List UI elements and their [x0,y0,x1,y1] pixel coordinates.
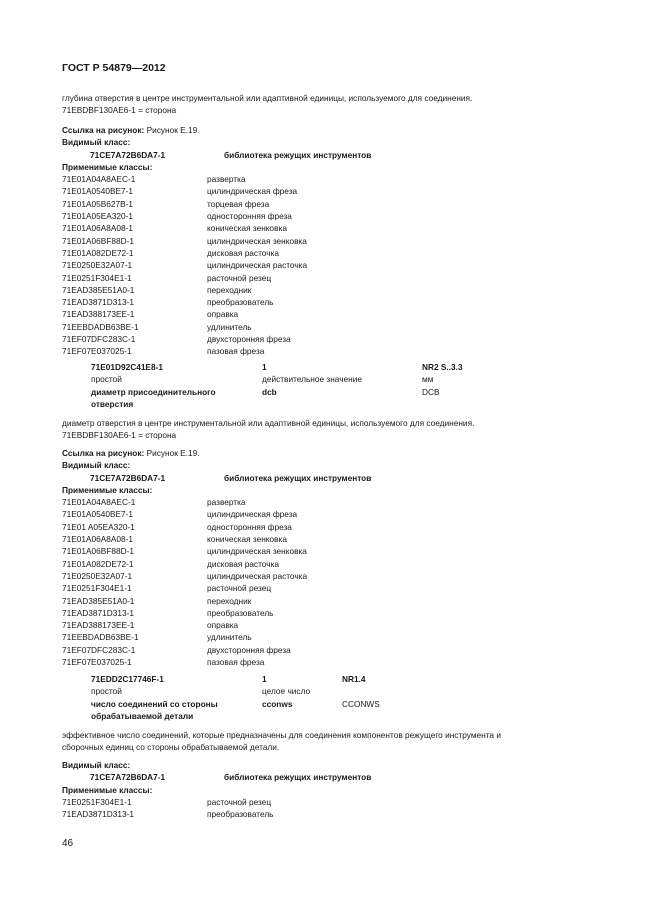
class-row [62,582,598,594]
property-symbol: dcb [262,386,277,397]
class-name: оправка [207,620,239,631]
class-name: развертка [207,174,246,185]
class-code: 71E01A05EA320-1 [62,211,134,222]
visible-class-code: 71CE7A72B6DA7-1 [90,772,166,783]
class-row [62,796,598,808]
property-ref: NR1.4 [342,674,366,684]
applicable-classes-label: Применимые классы: [62,161,153,172]
class-name: расточной резец [207,272,272,283]
class-code: 71E0251F304E1-1 [62,583,132,594]
description-paragraph-2 [62,417,598,442]
figure-reference [62,447,598,459]
property-name-row [91,698,491,710]
class-code: 71EF07E037025-1 [62,657,132,668]
class-name: цилиндрическая зенковка [207,235,307,246]
class-name: оправка [207,309,239,320]
class-row [62,173,598,185]
class-row [62,607,598,619]
property-version: 1 [262,674,267,684]
visible-class-name: библиотека режущих инструментов [224,149,372,160]
class-row [62,558,598,570]
page-number: 46 [62,838,74,849]
visible-class-code: 71CE7A72B6DA7-1 [90,472,166,483]
visible-class-row [62,771,598,783]
applicable-classes-list [62,496,598,668]
class-row [62,508,598,520]
class-name: преобразователь [207,297,274,308]
class-row [62,619,598,631]
class-code: 71E01A082DE72-1 [62,558,134,569]
class-code: 71EF07E037025-1 [62,346,132,357]
property-type-row [91,373,491,385]
class-name: цилиндрическая зенковка [207,546,307,557]
property-symbol: cconws [262,698,293,709]
visible-class-row [62,149,598,161]
property-value-type: действительное значение [262,374,362,385]
class-name: дисковая расточка [207,558,279,569]
figure-reference [62,124,598,136]
class-code: 71EEBDADB63BE-1 [62,321,139,332]
class-row [62,210,598,222]
class-block-1 [62,124,598,358]
class-block-3 [62,759,598,820]
property-kind: простой [91,686,122,697]
class-name: коническая зенковка [207,534,287,545]
class-name: цилиндрическая расточка [207,570,308,581]
class-code: 71EAD388173EE-1 [62,620,135,631]
class-code: 71EAD385E51A0-1 [62,284,135,295]
class-code: 71EAD3871D313-1 [62,297,134,308]
class-code: 71E0251F304E1-1 [62,796,132,807]
visible-class-row [62,472,598,484]
class-code: 71E0250E32A07-1 [62,260,133,271]
class-code: 71EAD388173EE-1 [62,309,135,320]
class-name: односторонняя фреза [207,521,292,532]
visible-class-label: Видимый класс: [62,137,131,148]
property-block-1 [91,361,491,410]
class-code: 71E01A0540BE7-1 [62,509,134,520]
property-block-2 [91,673,491,722]
property-id: 71E01D92C41E8-1 [91,362,163,372]
class-code: 71E01A06A8A08-1 [62,223,134,234]
class-row [62,545,598,557]
property-name-cont: отверстия [91,398,134,409]
class-code: 71EAD3871D313-1 [62,607,134,618]
property-name: диаметр присоединительного [91,386,216,397]
class-row [62,808,598,820]
document-header: ГОСТ Р 54879—2012 [62,62,166,74]
property-short-name: CCONWS [342,698,380,709]
class-code: 71E01A06BF88D-1 [62,546,134,557]
intro-paragraph [62,92,598,117]
class-name: преобразователь [207,607,274,618]
class-block-2 [62,447,598,668]
property-version: 1 [262,362,267,372]
property-id: 71EDD2C17746F-1 [91,674,164,684]
class-row [62,570,598,582]
class-row [62,284,598,296]
class-code: 71E01A05B627B-1 [62,198,134,209]
class-row [62,595,598,607]
figure-reference-value: Рисунок Е.19. [146,448,200,458]
class-code: 71E01A06BF88D-1 [62,235,134,246]
property-header-row [91,361,491,373]
class-row [62,235,598,247]
class-code: 71EF07DFC283C-1 [62,334,136,345]
class-code: 71EEBDADB63BE-1 [62,632,139,643]
class-name: дисковая расточка [207,247,279,258]
class-code: 71E01A0540BE7-1 [62,186,134,197]
class-row [62,496,598,508]
class-name: преобразователь [207,809,274,820]
class-row [62,345,598,357]
class-row [62,533,598,545]
class-name: удлинитель [207,632,252,643]
property-unit: мм [422,374,434,385]
class-name: пазовая фреза [207,657,265,668]
class-row [62,656,598,668]
class-name: расточной резец [207,583,272,594]
figure-reference-value: Рисунок Е.19. [146,125,200,135]
property-name-row-2 [91,710,491,722]
class-name: двухсторонняя фреза [207,334,291,345]
property-type-row [91,685,491,697]
class-name: пазовая фреза [207,346,265,357]
applicable-classes-list [62,796,598,821]
class-code: 71EF07DFC283C-1 [62,644,136,655]
class-name: расточной резец [207,796,272,807]
property-ref: NR2 S..3.3 [422,362,463,372]
visible-class-name: библиотека режущих инструментов [224,472,372,483]
description-2-line-1: диаметр отверстия в центре инструментальной или адаптивной единицы, используемого для соединения. [62,418,475,428]
class-code: 71E0251F304E1-1 [62,272,132,283]
applicable-classes-label: Применимые классы: [62,484,153,495]
visible-class-name: библиотека режущих инструментов [224,772,372,783]
class-name: цилиндрическая фреза [207,186,298,197]
class-row [62,247,598,259]
class-code: 71E01A04A8AEC-1 [62,497,136,508]
property-name: число соединений со стороны [91,698,218,709]
description-paragraph-3 [62,729,598,754]
class-code: 71E01A082DE72-1 [62,247,134,258]
class-code: 71E01 A05EA320-1 [62,521,135,532]
applicable-classes-label: Применимые классы: [62,784,153,795]
class-row [62,333,598,345]
class-name: коническая зенковка [207,223,287,234]
figure-reference-label: Ссылка на рисунок: [62,448,145,458]
class-name: цилиндрическая расточка [207,260,308,271]
class-row [62,296,598,308]
class-row [62,321,598,333]
class-name: удлинитель [207,321,252,332]
class-row [62,644,598,656]
description-2-line-2: 71EBDBF130AE6-1 = сторона [62,430,177,441]
visible-class-label: Видимый класс: [62,460,131,471]
applicable-classes-list [62,173,598,357]
class-name: цилиндрическая фреза [207,509,298,520]
property-short-name: DCB [422,386,440,397]
class-code: 71E01A06A8A08-1 [62,534,134,545]
class-code: 71E01A04A8AEC-1 [62,174,136,185]
class-row [62,185,598,197]
class-row [62,308,598,320]
class-row [62,222,598,234]
class-code: 71EAD3871D313-1 [62,809,134,820]
class-code: 71E0250E32A07-1 [62,570,133,581]
class-name: двухсторонняя фреза [207,644,291,655]
property-value-type: целое число [262,686,311,697]
class-name: переходник [207,595,252,606]
class-row [62,631,598,643]
class-row [62,198,598,210]
class-name: развертка [207,497,246,508]
visible-class-label: Видимый класс: [62,760,131,770]
class-row [62,259,598,271]
intro-line-1: глубина отверстия в центре инструментальной или адаптивной единицы, используемого для соединения. [62,93,473,103]
property-name-row [91,386,491,398]
intro-line-2: 71EBDBF130AE6-1 = сторона [62,105,177,116]
class-row [62,521,598,533]
class-name: переходник [207,284,252,295]
property-header-row [91,673,491,685]
class-row [62,272,598,284]
property-name-row-2 [91,398,491,410]
class-name: односторонняя фреза [207,211,292,222]
figure-reference-label: Ссылка на рисунок: [62,125,145,135]
visible-class-code: 71CE7A72B6DA7-1 [90,149,166,160]
class-name: торцевая фреза [207,198,270,209]
property-kind: простой [91,374,122,385]
property-name-cont: обрабатываемой детали [91,710,194,721]
description-3-line-2: сборочных единиц со стороны обрабатываемой детали. [62,742,280,753]
description-3-line-1: эффективное число соединений, которые предназначены для соединения компонентов режущего инструмента и [62,730,501,740]
class-code: 71EAD385E51A0-1 [62,595,135,606]
